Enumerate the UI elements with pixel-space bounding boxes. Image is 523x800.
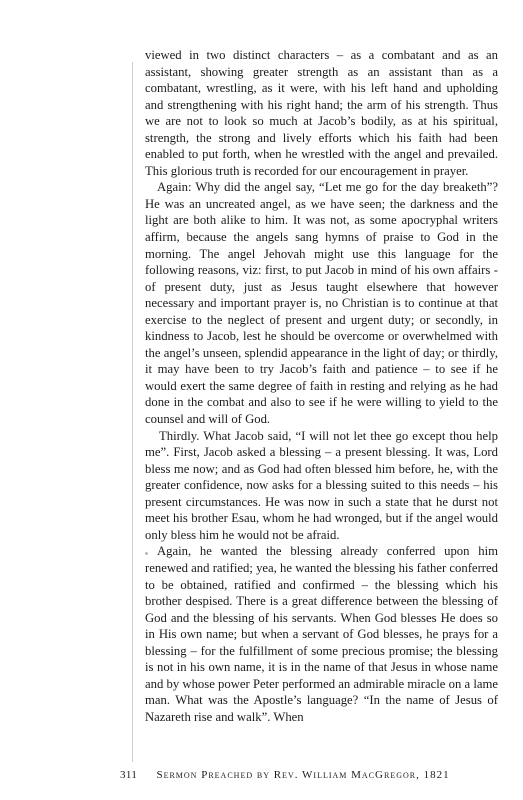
- paragraph-thirdly: Thirdly. What Jacob said, “I will not let thee go except thou help me”. First, Jacob asked a blessing – a present blessing. It was, Lord bless me now; and as God had often blessed him before, he, with the greater confidence, now asks for a blessing suited to this needs – his present circumstances. He was now in such a state that he durst not meet his brother Esau, whom he had wronged, but if the angel would only bless him he would not be afraid.: [145, 428, 498, 542]
- page-number: 311: [120, 769, 138, 781]
- paragraph-again-blessing: Again, he wanted the blessing already conferred upon him renewed and ratified; yea, he wanted the blessing his father conferred to be obtained, ratified and confirmed – the blessing which his brother despised. There is a great difference between the blessing of God and the blessing of his servants. When God blesses He does so in His own name; but when a servant of God blesses, he prays for a blessing – for the fulfillment of some precious promise; the blessing is not in his own name, it is in the name of that Jesus in whose name and by whose power Peter performed an admirable miracle on a lame man. What was the Apostle’s language? “In the name of Jesus of Nazareth rise and walk”. When: [145, 544, 498, 724]
- body-text: [145, 47, 498, 725]
- running-head: Sermon Preached by Rev. William MacGregor, 1821: [156, 769, 450, 781]
- page-footer: [120, 769, 500, 781]
- binding-gutter-line: [132, 62, 133, 762]
- paragraph-continuation: viewed in two distinct characters – as a combatant and as an assistant, showing greater strength as an assistant than as a combatant, wrestling, as it were, with his left hand and upholding and strengthening with his right hand; the arm of his strength. Thus we are not to look so much at Jacob’s bodily, as at his spiritual, strength, the strong and lively efforts which his faith had been enabled to put forth, when he wrestled with the angel and prevailed. This glorious truth is recorded for our encouragement in prayer.: [145, 48, 498, 178]
- paragraph-angel-question: Again: Why did the angel say, “Let me go for the day breaketh”? He was an uncreated angel, as we have seen; the darkness and the light are both alike to him. It was not, as some apocryphal writers affirm, because the angels sang hymns of praise to God in the morning. The angel Jehovah might use this language for the following reasons, viz: first, to put Jacob in mind of his own affairs - of present duty, just as Jesus taught elsewhere that however necessary and important prayer is, no Christian is to continue at that exercise to the neglect of present and urgent duty; or secondly, in kindness to Jacob, lest he should be overcome or overwhelmed with the angel’s unseen, splendid appearance in the light of day; or thirdly, it may have been to try Jacob’s faith and patience – to see if he would exert the same degree of faith in resting and relying as he had done in the combat and also to see if he were willing to yield to the counsel and will of God.: [145, 180, 498, 427]
